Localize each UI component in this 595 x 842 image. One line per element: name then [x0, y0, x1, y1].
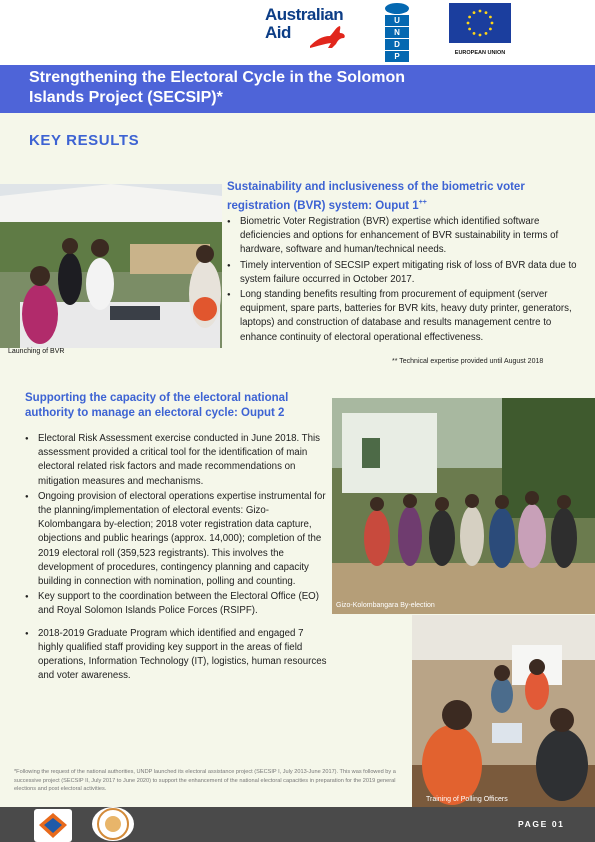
list-item: ● Biometric Voter Registration (BVR) expertise which identified software deficiencies and options for enhancement of BVR sustainability in terms of hardware, software and human/technical needs. [227, 215, 585, 258]
list-item: ● Ongoing provision of electoral operations expertise instrumental for the planning/implementation of electoral events: Gizo-Kolombangara by-election; 2018 voter registration data capture, objections and public hearings (approx. 14,000); completion of the 2019 electoral roll (359,523 registrants). This involves the development of procedures, contingency planning and capacity building in connection with nomination, polling and counting. [25, 490, 327, 589]
list-item: ● Electoral Risk Assessment exercise conducted in June 2018. This assessment provided a critical tool for the identification of main electoral related risk factors and made recommendations on mitigation measures and mechanisms. [25, 432, 327, 489]
photo-caption-gizo: Gizo-Kolombangara By-election [336, 602, 435, 609]
photo-caption-training: Training of Polling Officers [426, 796, 508, 803]
undp-letter-u: U [385, 15, 409, 26]
list-item: ● Long standing benefits resulting from procurement of equipment (server equipment, spare parts, batteries for BVR kits, heavy duty printer, generators, laptops) and construction of database and results management centre to enhance continuity of electoral operational effectiveness. [227, 288, 585, 345]
eu-flag-icon [449, 3, 511, 43]
key-results-heading: KEY RESULTS [29, 132, 140, 149]
title-band [0, 65, 595, 113]
rsipf-emblem-icon [92, 807, 134, 841]
section2-bullet-list [25, 432, 327, 684]
undp-letter-p: P [385, 51, 409, 62]
list-item: ● 2018-2019 Graduate Program which identified and engaged 7 highly qualified staff providing key support in the areas of field operations, Information Technology (IT), logistics, human resources and voter awareness. [25, 627, 327, 684]
page-number: PAGE 01 [518, 819, 565, 829]
section1-title [227, 180, 577, 214]
page-header [0, 0, 595, 65]
section1-title-text: Sustainability and inclusiveness of the biometric voter registration (BVR) system: Ouput 1 [227, 181, 525, 212]
photo-training-polling-officers [412, 615, 595, 807]
australian-aid-line2: Aid [265, 23, 291, 42]
eu-logo [449, 3, 511, 56]
photo-gizo-by-election [332, 398, 595, 614]
page-footer [0, 807, 595, 842]
kangaroo-icon [306, 24, 352, 50]
page-title: Strengthening the Electoral Cycle in the Solomon Islands Project (SECSIP)* [29, 69, 406, 106]
technical-expertise-note: ** Technical expertise provided until August 2018 [392, 358, 544, 365]
undp-logo [385, 3, 409, 61]
list-item: ● Timely intervention of SECSIP expert mitigating risk of loss of BVR data due to system failure occurred in October 2017. [227, 259, 585, 287]
list-item: ● Key support to the coordination between the Electoral Office (EO) and Royal Solomon Islands Police Forces (RSIPF). [25, 590, 327, 618]
photo-caption-bvr: Launching of BVR [8, 348, 65, 355]
electoral-commission-logo [34, 809, 72, 842]
un-emblem-icon [385, 3, 409, 14]
rsipf-logo [92, 807, 134, 841]
australian-aid-line1: Australian [265, 5, 344, 24]
electoral-commission-emblem-icon [34, 809, 72, 842]
undp-letter-n: N [385, 27, 409, 38]
eu-caption: EUROPEAN UNION [454, 50, 506, 56]
section2-title: Supporting the capacity of the electoral national authority to manage an electoral cycle: Ouput 2 [25, 392, 289, 419]
australian-aid-logo [262, 4, 354, 50]
section1-bullet-list [227, 215, 585, 346]
section1-title-marker: ++ [418, 199, 427, 206]
footnote: *Following the request of the national authorities, UNDP launched its electoral assistance project (SECSIP I, July 2013-June 2017). This was followed by a successive project (SECSIP II, July 2017 to June 2020) to support the enhancement of the national electoral capacities in preparation for the 2019 general elections and post electoral activities. [14, 769, 396, 793]
undp-letter-d: D [385, 39, 409, 50]
photo-launching-bvr [0, 184, 222, 348]
